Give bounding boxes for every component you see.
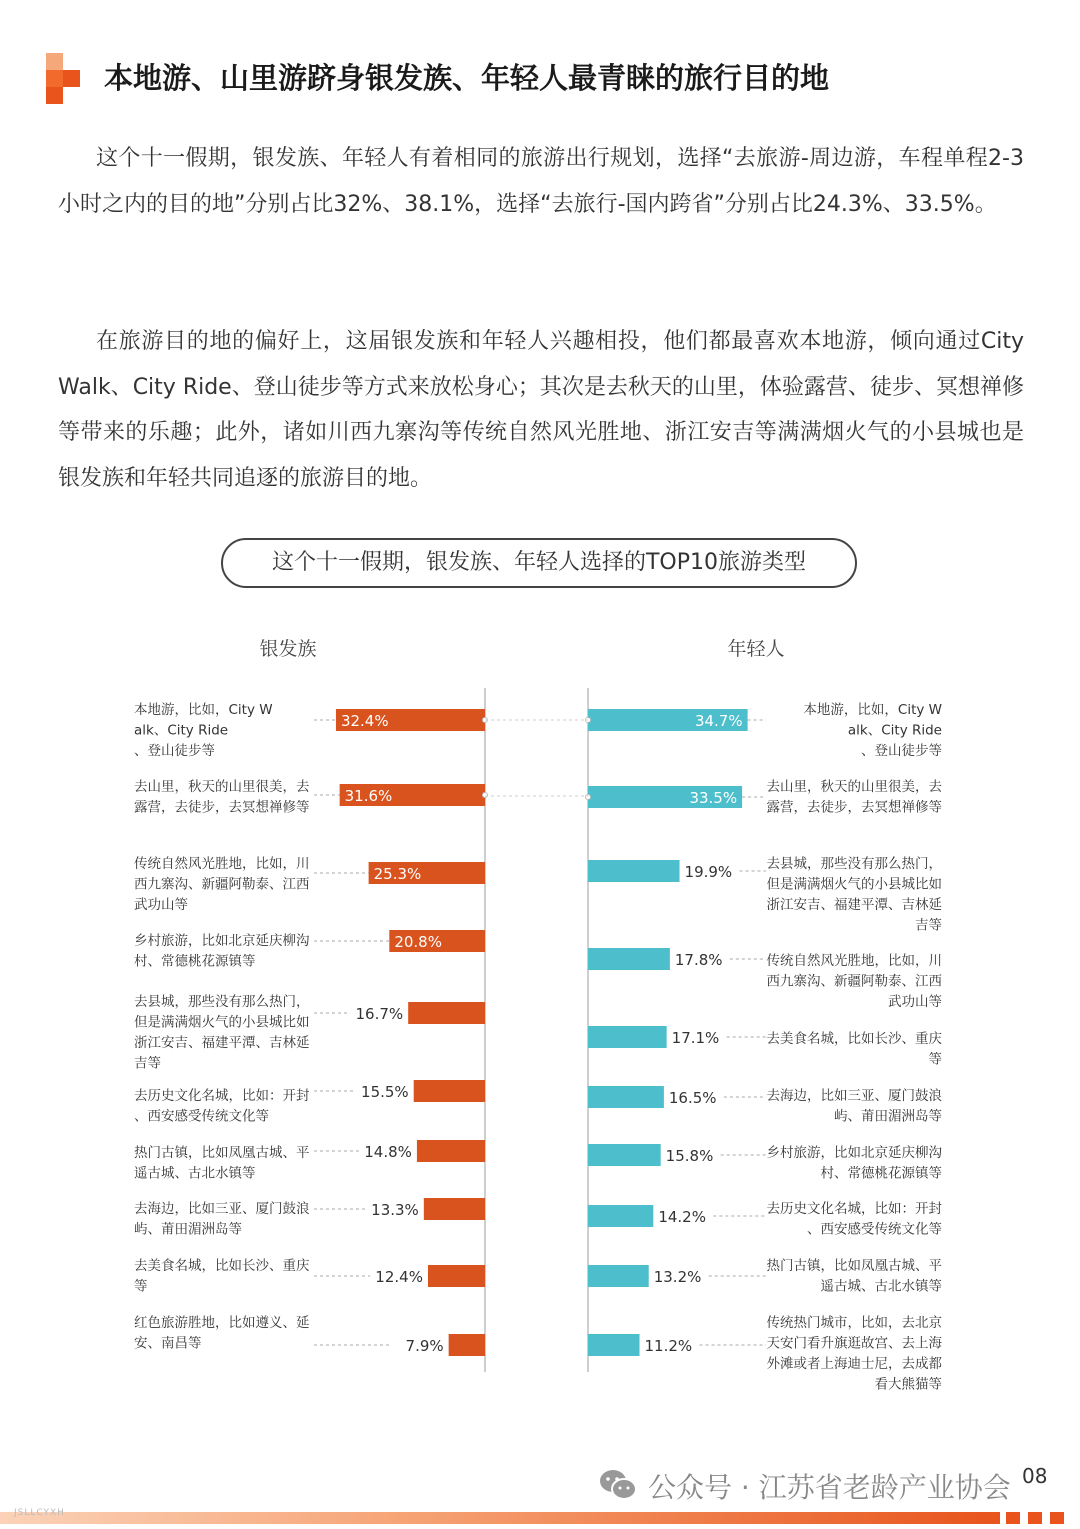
category-label-young: 去海边，比如三亚、厦门鼓浪屿、莆田湄洲岛等 [766,1088,942,1125]
category-label-young: 本地游，比如，City W alk、City Ride 、登山徒步等 [803,702,942,759]
bar-young [588,948,670,970]
category-label-young: 热门古镇，比如凤凰古城、平遥古城、古北水镇等 [766,1258,942,1295]
group-label-young: 年轻人 [727,638,785,660]
axis-marker [586,795,591,800]
data-label-young: 15.8% [665,1147,714,1165]
page-number: 08 [1022,1464,1048,1488]
bar-young [588,860,680,882]
data-label-young: 17.8% [674,951,723,969]
chart-title: 这个十一假期，银发族、年轻人选择的TOP10旅游类型 [221,538,857,588]
bar-silver [428,1265,485,1287]
category-label-silver: 乡村旅游，比如北京延庆柳沟村、常德桃花源镇等 [134,933,310,970]
data-label-young: 13.2% [653,1268,702,1286]
data-label-young: 14.2% [658,1208,706,1226]
bar-silver [414,1080,485,1102]
page-title: 本地游、山里游跻身银发族、年轻人最青睐的旅行目的地 [104,61,830,95]
category-label-silver: 红色旅游胜地，比如遵义、延安、南昌等 [134,1315,310,1352]
section-logo [46,53,82,105]
diverging-bar-chart [0,680,1080,1400]
data-label-young: 19.9% [684,863,733,881]
bar-young [588,1026,667,1048]
category-label-silver: 本地游，比如，City W alk、City Ride 、登山徒步等 [134,702,273,759]
data-label-young: 33.5% [689,789,738,807]
category-label-young: 去山里，秋天的山里很美，去露营，去徒步，去冥想禅修等 [766,779,942,816]
data-label-silver: 12.4% [375,1268,423,1286]
category-label-young: 去美食名城，比如长沙、重庆等 [766,1031,942,1068]
footer-square [1006,1512,1020,1524]
category-label-silver: 去县城，那些没有那么热门，但是满满烟火气的小县城比如浙江安吉、福建平潭、吉林延吉等 [134,994,310,1072]
category-label-silver: 去美食名城，比如长沙、重庆等 [134,1258,310,1295]
data-label-silver: 20.8% [394,933,442,951]
footer-account: 公众号 · 江苏省老龄产业协会 [648,1471,1011,1504]
axis-marker [483,793,488,798]
footer-square [1028,1512,1042,1524]
data-label-silver: 7.9% [405,1337,444,1355]
data-label-silver: 31.6% [344,787,393,805]
bar-young [588,1265,649,1287]
intro-paragraph: 这个十一假期，银发族、年轻人有着相同的旅游出行规划，选择“去旅游-周边游，车程单程2-3小时之内的目的地”分别占比32%、38.1%，选择“去旅行-国内跨省”分别占比24.3%、33.5%。 [58,146,1024,217]
category-label-young: 乡村旅游，比如北京延庆柳沟村、常德桃花源镇等 [766,1145,942,1182]
data-label-silver: 16.7% [355,1005,404,1023]
data-label-young: 11.2% [644,1337,693,1355]
bar-young [588,1334,640,1356]
data-label-silver: 25.3% [373,865,422,883]
footer-square [1050,1512,1064,1524]
data-label-silver: 14.8% [364,1143,412,1161]
footer-watermark: JSLLCYXH [14,1508,65,1518]
category-label-silver: 去历史文化名城，比如：开封、西安感受传统文化等 [134,1088,310,1125]
bar-silver [424,1198,485,1220]
category-label-silver: 去山里，秋天的山里很美，去露营，去徒步，去冥想禅修等 [134,779,310,816]
data-label-young: 17.1% [671,1029,720,1047]
wechat-icon [598,1468,638,1502]
bar-young [588,1144,661,1166]
category-label-young: 传统热门城市，比如，去北京天安门看升旗逛故宫、去上海外滩或者上海迪士尼，去成都看大熊猫等 [766,1315,942,1393]
data-label-young: 16.5% [668,1089,717,1107]
bar-silver [449,1334,485,1356]
bar-silver [408,1002,485,1024]
preference-paragraph: 在旅游目的地的偏好上，这届银发族和年轻人兴趣相投，他们都最喜欢本地游，倾向通过City Walk、City Ride、登山徒步等方式来放松身心；其次是去秋天的山里，体验露营、徒步、冥想禅修等带来的乐趣；此外，诸如川西九寨沟等传统自然风光胜地、浙江安吉等满满烟火气的小县城也是银发族和年轻共同追逐的旅游目的地。 [58,329,1024,491]
data-label-silver: 15.5% [361,1083,409,1101]
category-label-young: 去县城，那些没有那么热门，但是满满烟火气的小县城比如浙江安吉、福建平潭、吉林延吉等 [766,856,942,934]
category-label-silver: 去海边，比如三亚、厦门鼓浪屿、莆田湄洲岛等 [134,1201,310,1238]
bar-silver [417,1140,485,1162]
data-label-silver: 13.3% [371,1201,419,1219]
data-label-silver: 32.4% [340,712,389,730]
footer-bar [0,1512,1000,1524]
bar-young [588,1205,653,1227]
category-label-silver: 传统自然风光胜地，比如，川西九寨沟、新疆阿勒泰、江西武功山等 [134,856,310,913]
bar-young [588,1086,664,1108]
group-label-silver: 银发族 [259,638,317,660]
category-label-young: 去历史文化名城，比如：开封、西安感受传统文化等 [766,1201,942,1238]
category-label-silver: 热门古镇，比如凤凰古城、平遥古城、古北水镇等 [134,1145,310,1182]
data-label-young: 34.7% [694,712,743,730]
category-label-young: 传统自然风光胜地，比如，川西九寨沟、新疆阿勒泰、江西武功山等 [766,953,942,1010]
